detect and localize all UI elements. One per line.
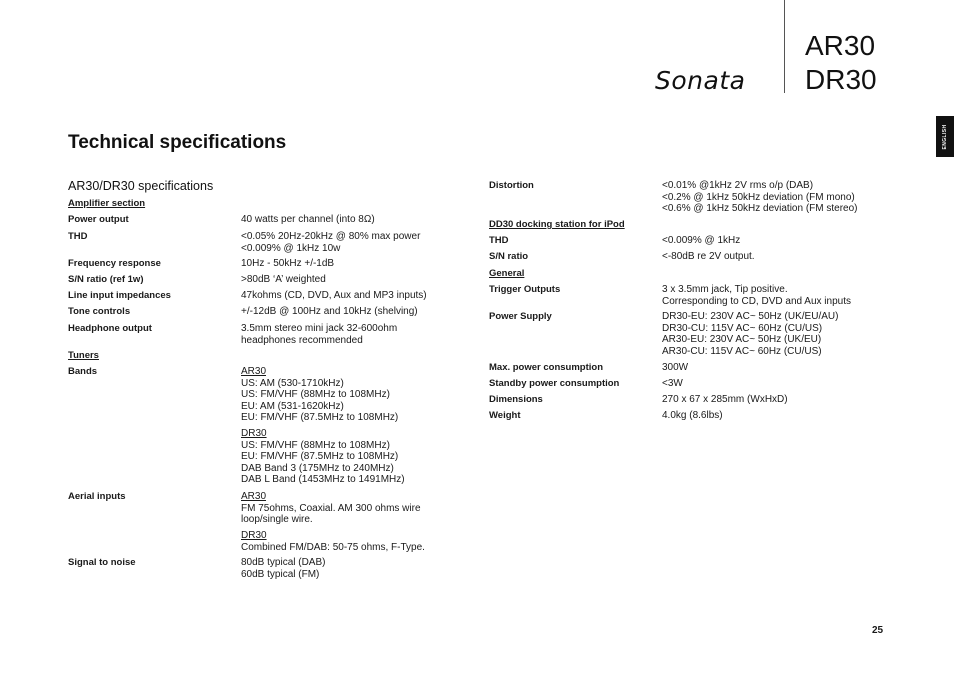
power-supply-line: AR30-EU: 230V AC~ 50Hz (UK/EU) [662,334,822,345]
aerial-ar30-heading: AR30 [241,491,267,502]
headphone-line: headphones recommended [241,334,363,346]
bands-ar30-heading: AR30 [241,366,267,377]
language-tab [936,116,954,157]
aerial-line: FM 75ohms, Coaxial. AM 300 ohms wire [241,502,421,514]
dock-thd-label: THD [489,235,509,246]
dock-sn-ratio-label: S/N ratio [489,251,529,262]
model-dr30: DR30 [805,64,877,95]
power-output-label: Power output [68,214,129,225]
power-supply-label: Power Supply [489,311,552,322]
sonata-logo: Sonata [655,66,746,95]
power-supply-line: AR30-CU: 115V AC~ 60Hz (CU/US) [662,345,822,357]
sn-ratio-label: S/N ratio (ref 1w) [68,274,144,285]
trigger-line: 3 x 3.5mm jack, Tip positive. [662,284,788,295]
dimensions-label: Dimensions [489,394,543,405]
dimensions-value: 270 x 67 x 285mm (WxHxD) [662,394,788,405]
max-power-label: Max. power consumption [489,362,604,373]
aerial-line: Combined FM/DAB: 50-75 ohms, F-Type. [241,541,425,553]
weight-value: 4.0kg (8.6lbs) [662,410,723,421]
max-power-value: 300W [662,362,689,373]
frequency-response-label: Frequency response [68,258,161,269]
tone-controls-value: +/-12dB @ 100Hz and 10kHz (shelving) [241,306,418,317]
headphone-line: 3.5mm stereo mini jack 32-600ohm [241,323,398,334]
distortion-value [662,180,858,215]
bands-dr30-heading: DR30 [241,428,267,439]
bands-line: US: AM (530-1710kHz) [241,377,344,389]
thd-line: <0.009% @ 1kHz 10w [241,242,341,254]
thd-line: <0.05% 20Hz-20kHz @ 80% max power [241,231,421,242]
aerial-dr30-heading: DR30 [241,530,267,541]
thd-value [241,231,420,254]
bands-line: EU: AM (531-1620kHz) [241,400,344,412]
aerial-line: loop/single wire. [241,514,313,525]
power-supply-value [662,311,838,357]
distortion-line: <0.2% @ 1kHz 50kHz deviation (FM mono) [662,191,855,203]
thd-label: THD [68,231,88,242]
docking-station-heading: DD30 docking station for iPod [489,219,625,230]
headphone-label: Headphone output [68,323,152,334]
headphone-value [241,323,397,346]
general-heading: General [489,268,525,279]
specs-subtitle: AR30/DR30 specifications [68,179,214,193]
frequency-response-value: 10Hz - 50kHz +/-1dB [241,258,335,269]
weight-label: Weight [489,410,521,421]
amplifier-section-heading: Amplifier section [68,198,146,209]
dock-sn-ratio-value: <-80dB re 2V output. [662,251,755,262]
aerial-inputs-label: Aerial inputs [68,491,126,502]
language-tab-label: ENGLISH [942,123,948,150]
signal-noise-line: 80dB typical (DAB) [241,557,326,568]
tuners-heading: Tuners [68,350,99,361]
aerial-dr30-block [241,530,425,553]
page-title: Technical specifications [68,132,287,153]
distortion-line: <0.6% @ 1kHz 50kHz deviation (FM stereo) [662,203,858,214]
trigger-outputs-label: Trigger Outputs [489,284,561,295]
bands-line: EU: FM/VHF (87.5MHz to 108MHz) [241,451,399,462]
bands-line: EU: FM/VHF (87.5MHz to 108MHz) [241,412,399,423]
distortion-label: Distortion [489,180,534,191]
power-supply-line: DR30-CU: 115V AC~ 60Hz (CU/US) [662,322,823,334]
bands-line: US: FM/VHF (88MHz to 108MHz) [241,389,390,400]
line-input-label: Line input impedances [68,290,171,301]
standby-power-label: Standby power consumption [489,378,620,389]
standby-power-value: <3W [662,378,683,389]
sn-ratio-value: >80dB ‘A’ weighted [241,274,326,285]
tone-controls-label: Tone controls [68,306,131,317]
bands-line: DAB L Band (1453MHz to 1491MHz) [241,474,405,485]
signal-noise-label: Signal to noise [68,557,136,568]
line-input-value: 47kohms (CD, DVD, Aux and MP3 inputs) [241,290,427,301]
bands-dr30-block [241,428,405,486]
trigger-line: Corresponding to CD, DVD and Aux inputs [662,295,851,307]
power-output-value: 40 watts per channel (into 8Ω) [241,214,375,225]
signal-noise-line: 60dB typical (FM) [241,568,320,580]
distortion-line: <0.01% @1kHz 2V rms o/p (DAB) [662,180,814,191]
bands-line: DAB Band 3 (175MHz to 240MHz) [241,462,394,474]
aerial-ar30-block [241,491,421,526]
trigger-outputs-value [662,284,851,307]
bands-ar30-block [241,366,398,424]
model-ar30: AR30 [805,30,876,61]
signal-noise-value [241,557,325,580]
header-divider [784,0,785,93]
bands-line: US: FM/VHF (88MHz to 108MHz) [241,439,390,451]
page-number: 25 [872,625,884,636]
power-supply-line: DR30-EU: 230V AC~ 50Hz (UK/EU/AU) [662,311,839,322]
bands-label: Bands [68,366,98,377]
dock-thd-value: <0.009% @ 1kHz [662,235,741,246]
